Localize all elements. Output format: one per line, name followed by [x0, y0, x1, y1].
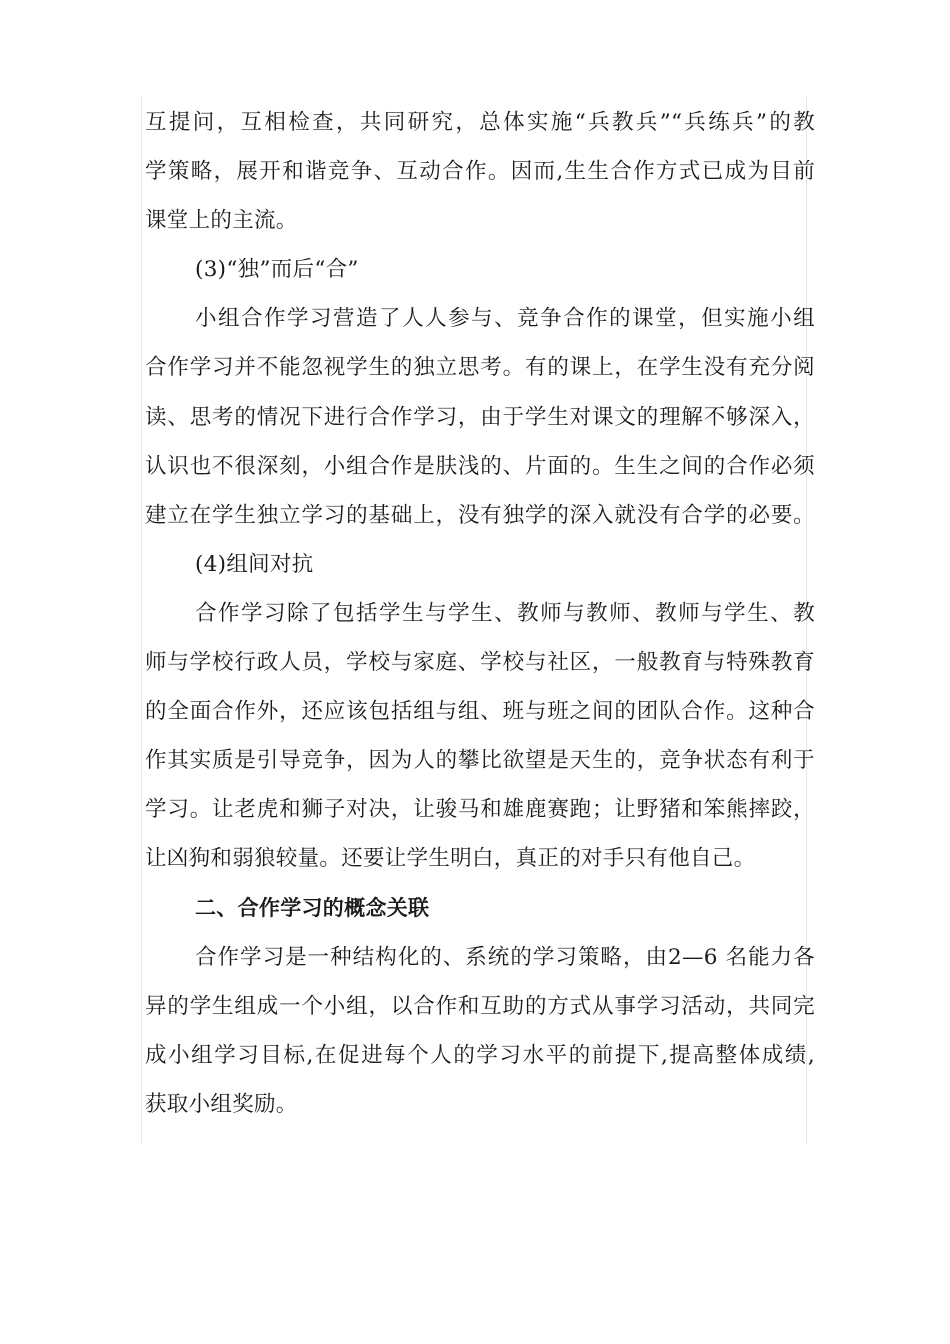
paragraph-line: 合作学习除了包括学生与学生、教师与教师、教师与学生、教 [195, 600, 815, 626]
paragraph-line: 合作学习是一种结构化的、系统的学习策略，由2—6 名能力各 [195, 944, 815, 970]
paragraph-line: 成小组学习目标,在促进每个人的学习水平的前提下,提高整体成绩, [145, 1042, 815, 1068]
paragraph-line: 认识也不很深刻，小组合作是肤浅的、片面的。生生之间的合作必须 [145, 453, 815, 479]
paragraph-line: 学习。让老虎和狮子对决，让骏马和雄鹿赛跑；让野猪和笨熊摔跤， [145, 797, 815, 823]
paragraph-line: 的全面合作外，还应该包括组与组、班与班之间的团队合作。这种合 [145, 699, 815, 725]
paragraph-line: 互提问，互相检查，共同研究，总体实施“兵教兵”“兵练兵”的教 [145, 110, 815, 135]
paragraph-line: 读、思考的情况下进行合作学习，由于学生对课文的理解不够深入， [145, 404, 815, 430]
document-body [145, 98, 815, 1129]
section-heading-4: (4)组间对抗 [195, 551, 314, 577]
paragraph-line: 课堂上的主流。 [145, 208, 298, 234]
paragraph-line: 师与学校行政人员，学校与家庭、学校与社区，一般教育与特殊教育 [145, 650, 815, 676]
paragraph-line: 作其实质是引导竞争，因为人的攀比欲望是天生的，竞争状态有利于 [145, 748, 815, 774]
section-heading-3: (3)“独”而后“合” [195, 257, 359, 283]
paragraph-line: 小组合作学习营造了人人参与、竞争合作的课堂，但实施小组 [195, 306, 815, 332]
paragraph-line: 合作学习并不能忽视学生的独立思考。有的课上，在学生没有充分阅 [145, 355, 815, 381]
paragraph-line: 学策略，展开和谐竞争、互动合作。因而,生生合作方式已成为目前 [145, 159, 815, 185]
paragraph-line: 让凶狗和弱狼较量。还要让学生明白，真正的对手只有他自己。 [145, 846, 756, 872]
paragraph-line: 异的学生组成一个小组，以合作和互助的方式从事学习活动，共同完 [145, 993, 815, 1019]
paragraph-line: 获取小组奖励。 [145, 1091, 298, 1117]
chapter-heading: 二、合作学习的概念关联 [195, 895, 430, 920]
paragraph-line: 建立在学生独立学习的基础上，没有独学的深入就没有合学的必要。 [145, 502, 815, 528]
